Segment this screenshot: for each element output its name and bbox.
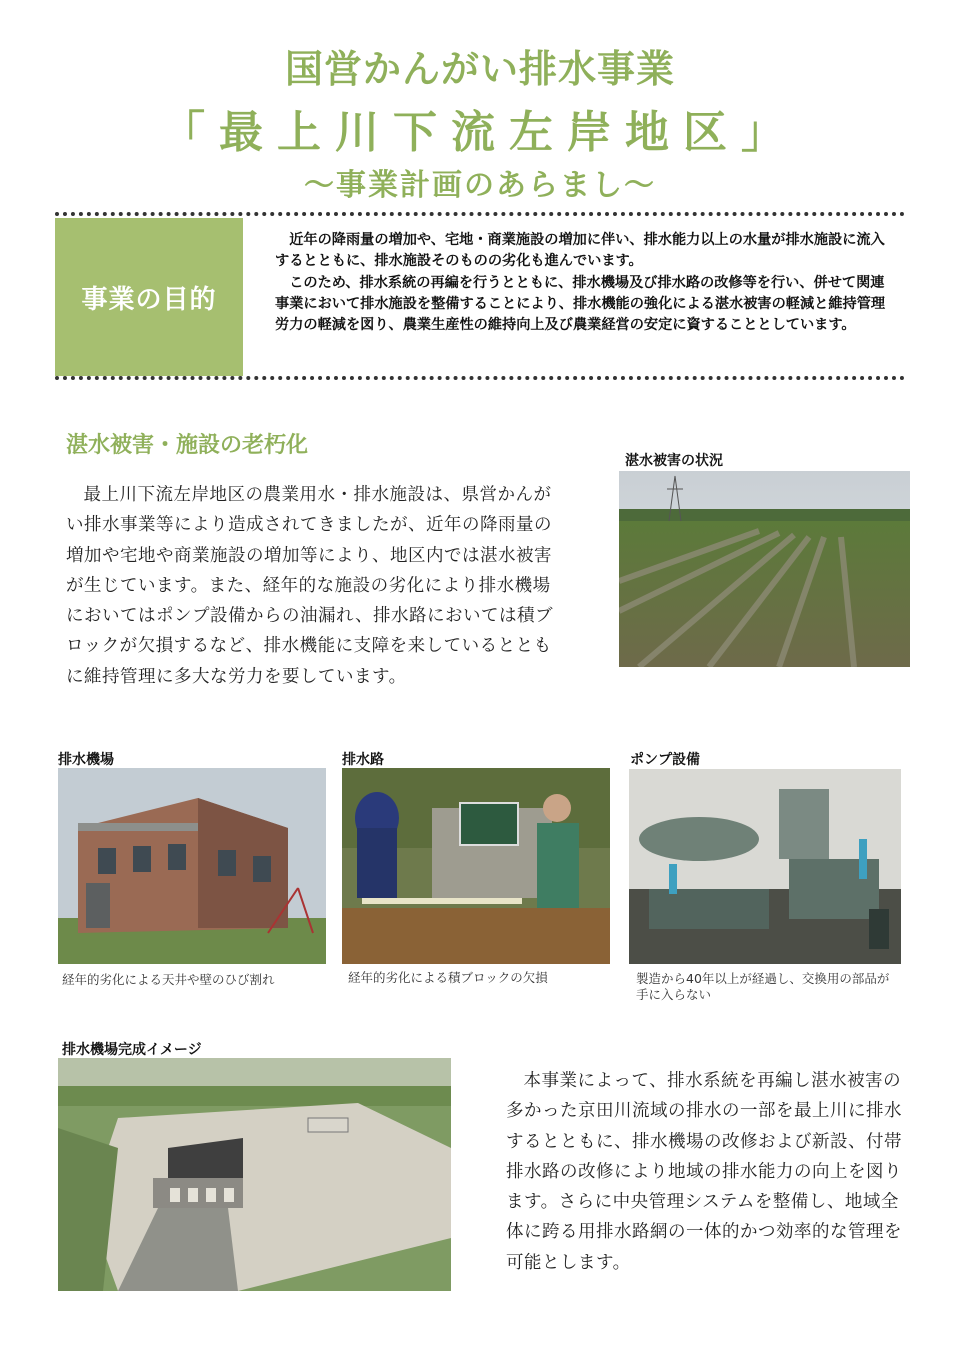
- dotted-divider-bottom: [55, 376, 905, 380]
- title-line2: 「最上川下流左岸地区」: [161, 107, 799, 158]
- purpose-paragraph-2: このため、排水系統の再編を行うとともに、排水機場及び排水路の改修等を行い、併せて関連事業において排水施設を整備することにより、排水機能の強化による湛水被害の軽減と維持管理労力の軽減を図り、農業生産性の維持向上及び農業経営の安定に資することとしています。: [275, 274, 886, 334]
- completion-image: [58, 1058, 451, 1291]
- pump-equipment-caption: 製造から40年以上が経過し、交換用の部品が手に入らない: [636, 971, 890, 1002]
- title-line1: 国営かんがい排水事業: [284, 47, 675, 91]
- dotted-divider-top: [55, 212, 905, 216]
- flood-photo: [619, 471, 910, 667]
- purpose-text: [275, 230, 895, 336]
- drainage-channel-photo: [342, 768, 610, 964]
- drainage-channel-caption: 経年的劣化による積ブロックの欠損: [348, 970, 548, 985]
- pump-station-title: 排水機場: [58, 752, 114, 768]
- section-heading: 湛水被害・施設の老朽化: [66, 433, 309, 458]
- purpose-paragraph-1: 近年の降雨量の増加や、宅地・商業施設の増加に伴い、排水能力以上の水量が排水施設に流入するとともに、排水施設そのものの劣化も進んでいます。: [275, 232, 885, 270]
- purpose-label: 事業の目的: [55, 218, 243, 376]
- section1-body: 最上川下流左岸地区の農業用水・排水施設は、県営かんがい排水事業等により造成されてきましたが、近年の降雨量の増加や宅地や商業施設の増加等により、地区内では湛水被害が生じています。また、経年的な施設の劣化により排水機場においてはポンプ設備からの油漏れ、排水路においては積ブロックが欠損するなど、排水機能に支障を来しているとともに維持管理に多大な労力を要しています。: [66, 485, 554, 687]
- section2-body: 本事業によって、排水系統を再編し湛水被害の多かった京田川流域の排水の一部を最上川に排水するとともに、排水機場の改修および新設、付帯排水路の改修により地域の排水能力の向上を図ります。さらに中央管理システムを整備し、地域全体に跨る用排水路網の一体的かつ効率的な管理を可能とします。: [506, 1071, 902, 1273]
- completion-image-title: 排水機場完成イメージ: [62, 1042, 202, 1058]
- drainage-channel-title: 排水路: [342, 752, 384, 768]
- title-line3: 〜事業計画のあらまし〜: [304, 168, 656, 203]
- pump-equipment-photo: [629, 769, 901, 964]
- pump-station-caption: 経年的劣化による天井や壁のひび割れ: [62, 972, 275, 987]
- flood-photo-title: 湛水被害の状況: [625, 453, 723, 469]
- pump-station-photo: [58, 768, 326, 964]
- pump-equipment-title: ポンプ設備: [630, 752, 700, 768]
